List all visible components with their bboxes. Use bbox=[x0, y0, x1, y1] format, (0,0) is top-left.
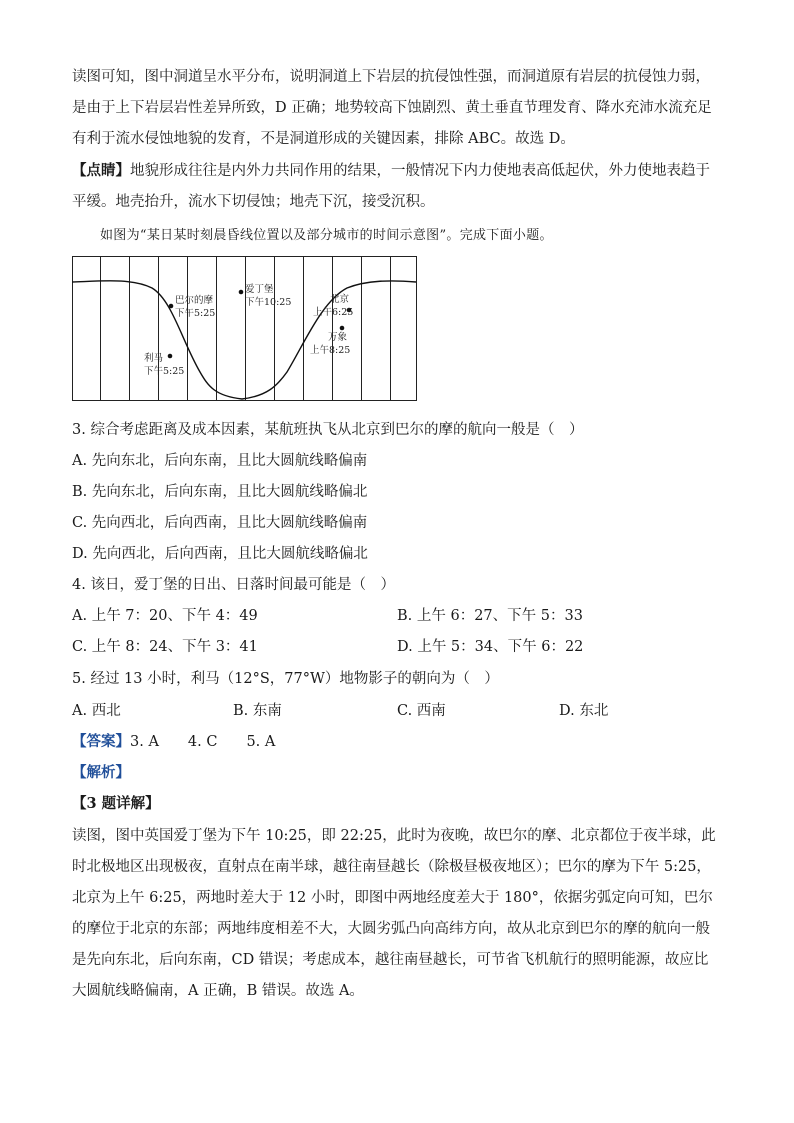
analysis-paragraph: 读图可知，图中洞道呈水平分布，说明洞道上下岩层的抗侵蚀性强，而洞道原有岩层的抗侵蚀力弱，是由于上下岩层岩性差异所致，D 正确；地势较高下蚀剧烈、黄土垂直节理发育、降水充沛水流充足有利于流水侵蚀地貌的发育，不是洞道形成的关键因素，排除 ABC。故选 D。 bbox=[72, 69, 712, 147]
baltimore-dot bbox=[169, 304, 174, 309]
q3-option-c[interactable]: C. 先向西北，后向西南，且比大圆航线略偏南 bbox=[72, 515, 368, 531]
q4-stem: 4. 该日，爱丁堡的日出、日落时间最可能是（ ） bbox=[72, 577, 395, 593]
baltimore-time: 下午5:25 bbox=[175, 308, 216, 319]
q5-option-c[interactable]: C. 西南 bbox=[397, 703, 446, 719]
q3-option-a[interactable]: A. 先向东北，后向东南，且比大圆航线略偏南 bbox=[72, 453, 368, 469]
q4-option-b[interactable]: B. 上午 6：27、下午 5：33 bbox=[397, 608, 583, 624]
beijing-time: 上午6:25 bbox=[313, 307, 354, 318]
vientiane-time: 上午8:25 bbox=[310, 345, 351, 356]
lima-name: 利马 bbox=[144, 353, 164, 364]
baltimore-name: 巴尔的摩 bbox=[175, 295, 214, 306]
q5-option-d[interactable]: D. 东北 bbox=[559, 703, 609, 719]
q4-option-c[interactable]: C. 上午 8：24、下午 3：41 bbox=[72, 639, 258, 655]
q5-option-a[interactable]: A. 西北 bbox=[72, 703, 121, 719]
jiexi-label: 【解析】 bbox=[72, 764, 130, 781]
lima-dot bbox=[168, 354, 173, 359]
jiexi-heading bbox=[72, 763, 130, 783]
edinburgh-dot bbox=[239, 290, 244, 295]
edinburgh-time: 下午10:25 bbox=[245, 297, 292, 308]
answer-text: 3. A 4. C 5. A bbox=[130, 734, 276, 750]
q5-option-b[interactable]: B. 东南 bbox=[233, 703, 282, 719]
figure-frame bbox=[73, 257, 417, 401]
vientiane-dot bbox=[340, 326, 345, 331]
dianjing-paragraph bbox=[72, 155, 722, 218]
dianjing-text: 地貌形成往往是内外力共同作用的结果，一般情况下内力使地表高低起伏，外力使地表趋于平缓。地壳抬升，流水下切侵蚀；地壳下沉，接受沉积。 bbox=[72, 163, 710, 210]
figure-intro: 如图为“某日某时刻晨昏线位置以及部分城市的时间示意图”。完成下面小题。 bbox=[100, 228, 553, 243]
q4-option-d[interactable]: D. 上午 5：34、下午 6：22 bbox=[397, 639, 584, 655]
dianjing-label: 【点睛】 bbox=[72, 162, 130, 179]
q3-detail-paragraph: 读图，图中英国爱丁堡为下午 10:25，即 22:25，此时为夜晚，故巴尔的摩、北京都位于夜半球，此时北极地区出现极夜，直射点在南半球，越往南昼越长（除极昼极夜地区）；巴尔的摩为下午 5:25，北京为上午 6:25，两地时差大于 12 小时，即图中两地经度差大于 180°，依据劣弧定向可知，巴尔的摩位于北京的东部；两地纬度相差不大，大圆劣弧凸向高纬方向，故从北京到巴尔的摩的航向一般是先向东北，后向东南，CD 错误；考虑成本，越往南昼越长，可节省飞机航行的照明能源，故应比大圆航线略偏南，A 正确，B 错误。故选 A。 bbox=[72, 828, 716, 999]
q3-option-b[interactable]: B. 先向东北，后向东南，且比大圆航线略偏北 bbox=[72, 484, 368, 500]
q3-detail-heading bbox=[72, 794, 160, 814]
q3-stem: 3. 综合考虑距离及成本因素，某航班执飞从北京到巴尔的摩的航向一般是（ ） bbox=[72, 422, 584, 438]
answer-label: 【答案】 bbox=[72, 733, 130, 750]
vientiane-name: 万象 bbox=[328, 332, 348, 343]
beijing-name: 北京 bbox=[330, 294, 350, 305]
q3-option-d[interactable]: D. 先向西北，后向西南，且比大圆航线略偏北 bbox=[72, 546, 368, 562]
lima-time: 下午5:25 bbox=[144, 366, 185, 377]
terminator-figure bbox=[72, 256, 418, 402]
answer-line bbox=[72, 732, 275, 752]
q5-stem: 5. 经过 13 小时，利马（12°S，77°W）地物影子的朝向为（ ） bbox=[72, 671, 499, 687]
q4-option-a[interactable]: A. 上午 7：20、下午 4：49 bbox=[72, 608, 258, 624]
edinburgh-name: 爱丁堡 bbox=[245, 284, 274, 295]
q3-detail-label: 【3 题详解】 bbox=[72, 795, 160, 812]
